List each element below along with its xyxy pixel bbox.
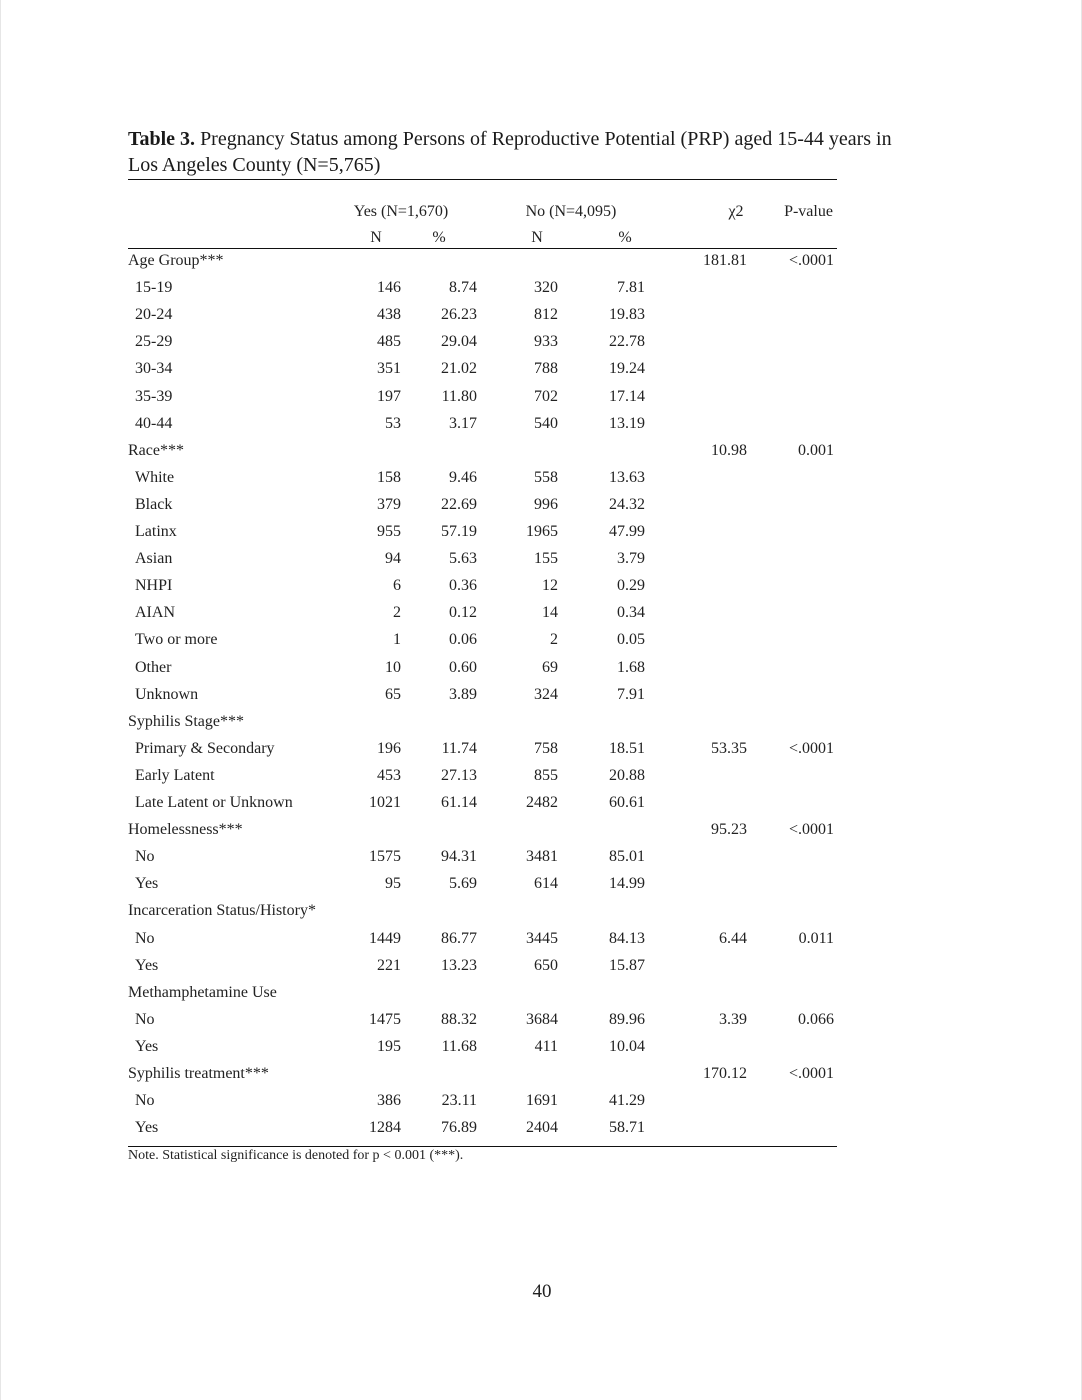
row-label: No (135, 930, 155, 947)
header-chi: χ2 (728, 203, 744, 220)
no-n-cell: 2 (550, 631, 558, 648)
top-rule (128, 179, 837, 180)
yes-pct-cell: 29.04 (441, 333, 477, 350)
yes-n-cell: 438 (377, 306, 401, 323)
group-row (128, 440, 837, 462)
no-n-cell: 1965 (526, 523, 558, 540)
no-pct-cell: 15.87 (609, 957, 645, 974)
table-row (128, 1117, 837, 1139)
no-n-cell: 812 (534, 306, 558, 323)
yes-pct-cell: 8.74 (449, 279, 477, 296)
no-pct-cell: 47.99 (609, 523, 645, 540)
table-row (128, 955, 837, 977)
group-row (128, 819, 837, 841)
row-label: Yes (135, 1038, 159, 1055)
no-pct-cell: 0.34 (617, 604, 645, 621)
table-row (128, 331, 837, 353)
page-number: 40 (532, 1281, 552, 1302)
table-row (128, 602, 837, 624)
no-n-cell: 3445 (526, 930, 558, 947)
no-pct-cell: 7.91 (617, 686, 645, 703)
chi-square-cell: 53.35 (711, 740, 747, 757)
yes-pct-cell: 88.32 (441, 1011, 477, 1028)
row-label: Black (135, 496, 173, 513)
yes-pct-cell: 11.68 (441, 1038, 477, 1055)
chi-square-cell: 181.81 (703, 252, 747, 269)
yes-n-cell: 1021 (369, 794, 401, 811)
table-row (128, 494, 837, 516)
yes-n-cell: 10 (385, 659, 401, 676)
yes-pct-cell: 94.31 (441, 848, 477, 865)
yes-n-cell: 1575 (369, 848, 401, 865)
yes-pct-cell: 5.63 (449, 550, 477, 567)
p-value-cell: <.0001 (788, 740, 834, 757)
table-row (128, 792, 837, 814)
table-row (128, 304, 837, 326)
yes-pct-cell: 21.02 (441, 360, 477, 377)
yes-n-cell: 65 (385, 686, 401, 703)
table-row (128, 386, 837, 408)
no-n-cell: 320 (534, 279, 558, 296)
table-row (128, 657, 837, 679)
no-n-cell: 411 (534, 1038, 558, 1055)
yes-n-cell: 1 (393, 631, 401, 648)
group-label: Homelessness*** (128, 821, 243, 838)
chi-square-cell: 10.98 (711, 442, 747, 459)
no-n-cell: 12 (542, 577, 558, 594)
row-label: AIAN (135, 604, 175, 621)
yes-n-cell: 195 (377, 1038, 401, 1055)
yes-pct-cell: 5.69 (449, 875, 477, 892)
header-pct-no: % (618, 229, 632, 246)
p-value-cell: <.0001 (788, 252, 834, 269)
no-pct-cell: 14.99 (609, 875, 645, 892)
yes-pct-cell: 22.69 (441, 496, 477, 513)
no-pct-cell: 0.29 (617, 577, 645, 594)
group-row (128, 711, 837, 733)
yes-pct-cell: 13.23 (441, 957, 477, 974)
no-pct-cell: 19.24 (609, 360, 645, 377)
header-pvalue: P-value (784, 203, 833, 220)
yes-n-cell: 955 (377, 523, 401, 540)
yes-n-cell: 379 (377, 496, 401, 513)
chi-square-cell: 95.23 (711, 821, 747, 838)
no-pct-cell: 19.83 (609, 306, 645, 323)
table-row (128, 1009, 837, 1031)
row-label: Yes (135, 1119, 159, 1136)
no-n-cell: 855 (534, 767, 558, 784)
no-n-cell: 3481 (526, 848, 558, 865)
group-row (128, 250, 837, 272)
p-value-cell: 0.011 (798, 930, 834, 947)
yes-n-cell: 95 (385, 875, 401, 892)
no-pct-cell: 0.05 (617, 631, 645, 648)
table-title-text: Pregnancy Status among Persons of Reproductive Potential (PRP) aged 15-44 years in Los Angeles County (N=5,765) (128, 128, 892, 176)
yes-pct-cell: 26.23 (441, 306, 477, 323)
no-pct-cell: 41.29 (609, 1092, 645, 1109)
bottom-rule (128, 1146, 837, 1147)
no-pct-cell: 10.04 (609, 1038, 645, 1055)
row-label: 25-29 (135, 333, 173, 350)
table-row (128, 684, 837, 706)
table-row (128, 1090, 837, 1112)
row-label: 30-34 (135, 360, 173, 377)
row-label: Asian (135, 550, 173, 567)
yes-pct-cell: 57.19 (441, 523, 477, 540)
row-label: Primary & Secondary (135, 740, 275, 757)
row-label: White (135, 469, 175, 486)
yes-n-cell: 221 (377, 957, 401, 974)
group-row (128, 900, 837, 922)
no-n-cell: 933 (534, 333, 558, 350)
yes-pct-cell: 61.14 (441, 794, 477, 811)
yes-n-cell: 1449 (369, 930, 401, 947)
table-note: Note. Statistical significance is denoted for p < 0.001 (***). (128, 1148, 464, 1163)
group-label: Syphilis Stage*** (128, 713, 245, 730)
row-label: Unknown (135, 686, 199, 703)
row-label: Two or more (135, 631, 218, 648)
table-row (128, 467, 837, 489)
no-pct-cell: 84.13 (609, 930, 645, 947)
table-title-label: Table 3. (128, 128, 196, 150)
no-n-cell: 3684 (526, 1011, 558, 1028)
table-row (128, 846, 837, 868)
yes-pct-cell: 0.60 (449, 659, 477, 676)
row-label: Yes (135, 875, 159, 892)
no-n-cell: 540 (534, 415, 558, 432)
table-row (128, 765, 837, 787)
no-n-cell: 2404 (526, 1119, 558, 1136)
yes-pct-cell: 0.06 (449, 631, 477, 648)
table-title (128, 126, 918, 178)
table-row (128, 575, 837, 597)
yes-n-cell: 1475 (369, 1011, 401, 1028)
chi-square-cell: 170.12 (703, 1065, 747, 1082)
row-label: Latinx (135, 523, 177, 540)
yes-pct-cell: 23.11 (441, 1092, 477, 1109)
row-label: 20-24 (135, 306, 173, 323)
yes-pct-cell: 0.36 (449, 577, 477, 594)
no-n-cell: 758 (534, 740, 558, 757)
no-n-cell: 614 (534, 875, 558, 892)
yes-n-cell: 94 (385, 550, 401, 567)
row-label: No (135, 848, 155, 865)
no-pct-cell: 1.68 (617, 659, 645, 676)
group-label: Race*** (128, 442, 184, 459)
yes-n-cell: 485 (377, 333, 401, 350)
no-n-cell: 1691 (526, 1092, 558, 1109)
row-label: 40-44 (135, 415, 173, 432)
group-label: Incarceration Status/History* (128, 902, 316, 919)
table-row (128, 277, 837, 299)
yes-pct-cell: 27.13 (441, 767, 477, 784)
no-pct-cell: 18.51 (609, 740, 645, 757)
no-pct-cell: 3.79 (617, 550, 645, 567)
row-label: 35-39 (135, 388, 173, 405)
yes-n-cell: 53 (385, 415, 401, 432)
no-pct-cell: 13.63 (609, 469, 645, 486)
row-label: No (135, 1011, 155, 1028)
yes-n-cell: 197 (377, 388, 401, 405)
header-n-yes: N (370, 229, 382, 246)
yes-n-cell: 6 (393, 577, 401, 594)
table-row (128, 548, 837, 570)
no-pct-cell: 17.14 (609, 388, 645, 405)
no-pct-cell: 60.61 (609, 794, 645, 811)
no-pct-cell: 24.32 (609, 496, 645, 513)
table-row (128, 413, 837, 435)
p-value-cell: 0.066 (798, 1011, 834, 1028)
no-pct-cell: 22.78 (609, 333, 645, 350)
no-pct-cell: 7.81 (617, 279, 645, 296)
header-no: No (N=4,095) (525, 203, 617, 220)
no-pct-cell: 85.01 (609, 848, 645, 865)
no-n-cell: 2482 (526, 794, 558, 811)
yes-n-cell: 196 (377, 740, 401, 757)
table-row (128, 358, 837, 380)
yes-n-cell: 2 (393, 604, 401, 621)
yes-pct-cell: 11.80 (441, 388, 477, 405)
group-row (128, 982, 837, 1004)
no-n-cell: 324 (534, 686, 558, 703)
no-n-cell: 69 (542, 659, 558, 676)
no-n-cell: 702 (534, 388, 558, 405)
table-row (128, 873, 837, 895)
row-label: Early Latent (135, 767, 215, 784)
yes-pct-cell: 11.74 (441, 740, 477, 757)
header-yes: Yes (N=1,670) (353, 203, 449, 220)
header-pct-yes: % (432, 229, 446, 246)
no-pct-cell: 20.88 (609, 767, 645, 784)
yes-n-cell: 453 (377, 767, 401, 784)
no-n-cell: 14 (542, 604, 558, 621)
row-label: Yes (135, 957, 159, 974)
group-label: Syphilis treatment*** (128, 1065, 269, 1082)
no-n-cell: 155 (534, 550, 558, 567)
yes-pct-cell: 3.89 (449, 686, 477, 703)
row-label: NHPI (135, 577, 173, 594)
table-row (128, 521, 837, 543)
no-n-cell: 558 (534, 469, 558, 486)
no-pct-cell: 13.19 (609, 415, 645, 432)
p-value-cell: <.0001 (788, 821, 834, 838)
yes-pct-cell: 86.77 (441, 930, 477, 947)
header-rule (128, 248, 837, 249)
no-n-cell: 996 (534, 496, 558, 513)
no-n-cell: 788 (534, 360, 558, 377)
row-label: Late Latent or Unknown (135, 794, 293, 811)
row-label: No (135, 1092, 155, 1109)
row-label: Other (135, 659, 172, 676)
chi-square-cell: 3.39 (719, 1011, 747, 1028)
table-row (128, 738, 837, 760)
chi-square-cell: 6.44 (719, 930, 747, 947)
yes-n-cell: 386 (377, 1092, 401, 1109)
p-value-cell: 0.001 (798, 442, 834, 459)
no-pct-cell: 58.71 (609, 1119, 645, 1136)
table-row (128, 928, 837, 950)
yes-pct-cell: 3.17 (449, 415, 477, 432)
header-n-no: N (531, 229, 543, 246)
yes-n-cell: 146 (377, 279, 401, 296)
yes-n-cell: 1284 (369, 1119, 401, 1136)
group-row (128, 1063, 837, 1085)
p-value-cell: <.0001 (788, 1065, 834, 1082)
group-label: Age Group*** (128, 252, 224, 269)
group-label: Methamphetamine Use (128, 984, 277, 1001)
no-n-cell: 650 (534, 957, 558, 974)
table-row (128, 629, 837, 651)
yes-pct-cell: 76.89 (441, 1119, 477, 1136)
row-label: 15-19 (135, 279, 173, 296)
table-row (128, 1036, 837, 1058)
yes-pct-cell: 0.12 (449, 604, 477, 621)
yes-n-cell: 351 (377, 360, 401, 377)
yes-n-cell: 158 (377, 469, 401, 486)
no-pct-cell: 89.96 (609, 1011, 645, 1028)
yes-pct-cell: 9.46 (449, 469, 477, 486)
